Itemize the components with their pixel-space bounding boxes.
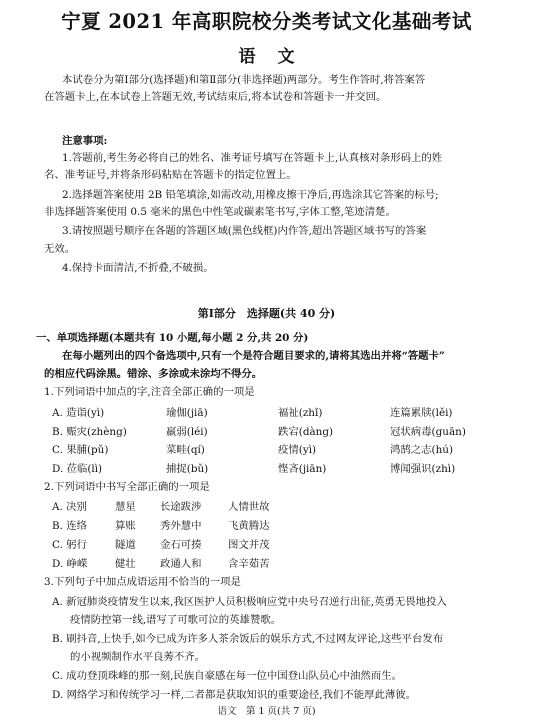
- q2-a-1: A. 决别: [52, 501, 87, 513]
- exam-title: 宁夏 2021 年高职院校分类考试文化基础考试: [61, 10, 472, 33]
- q3-stem: 3.下列句子中加点成语运用不恰当的一项是: [44, 576, 241, 588]
- q1-a-1: A. 造诣(yì): [52, 407, 105, 419]
- q1-d-3: 悭吝(jiān): [278, 463, 327, 475]
- q1-c-2: 菜畦(qí): [166, 444, 205, 456]
- notice-line: 2.选择题答案使用 2B 铅笔填涂,如需改动,用橡皮擦干净后,再选涂其它答案的标号;: [62, 189, 439, 201]
- q2-b-4: 飞黄腾达: [228, 520, 270, 532]
- part-heading: 一、单项选择题(本题共有 10 小题,每小题 2 分,共 20 分): [36, 332, 309, 344]
- q2-stem: 2.下列词语中书写全部正确的一项是: [44, 481, 210, 493]
- q2-b-3: 秀外慧中: [160, 520, 202, 532]
- notice-line: 名、准考证号,并将条形码粘贴在答题卡的指定位置上。: [44, 169, 297, 181]
- q2-d-3: 政通人和: [160, 558, 202, 570]
- q1-b-4: 冠状病毒(guān): [390, 426, 466, 438]
- q1-b-1: B. 赈灾(zhèng): [52, 426, 127, 438]
- q3-option-b: B. 刷抖音,上快手,如今已成为许多人茶余饭后的娱乐方式,不过网友评论,这些平台发布: [52, 633, 444, 645]
- q2-d-2: 健壮: [115, 558, 136, 570]
- q1-c-1: C. 果脯(pǔ): [52, 444, 109, 456]
- notice-line: 3.请按照题号顺序在各题的答题区域(黑色线框)内作答,超出答题区域书写的答案: [62, 225, 427, 237]
- q1-c-4: 鸿鹄之志(hú): [390, 444, 454, 456]
- q1-stem: 1.下列词语中加点的字,注音全部正确的一项是: [44, 386, 255, 398]
- q1-d-2: 捕捉(bǔ): [166, 463, 209, 475]
- q1-d-1: D. 莅临(lì): [52, 463, 103, 475]
- page-footer: 语文 第 1 页(共 7 页): [217, 706, 316, 717]
- intro-line-1: 本试卷分为第Ⅰ部分(选择题)和第Ⅱ部分(非选择题)两部分。考生作答时,将答案答: [62, 74, 426, 86]
- intro-line-2: 在答题卡上,在本试卷上答题无效,考试结束后,将本试卷和答题卡一并交回。: [44, 91, 387, 103]
- notice-line: 1.答题前,考生务必将自己的姓名、准考证号填写在答题卡上,认真核对条形码上的姓: [62, 152, 443, 164]
- q2-b-1: B. 连络: [52, 520, 88, 532]
- q2-c-2: 隧道: [115, 539, 136, 551]
- q2-a-2: 慧星: [115, 501, 136, 513]
- q2-a-4: 人情世故: [228, 501, 270, 513]
- q2-d-4: 含辛茹苦: [228, 558, 270, 570]
- q2-c-4: 图文并茂: [228, 539, 270, 551]
- q2-b-2: 算账: [115, 520, 136, 532]
- q3-option-c: C. 成功登顶珠峰的那一刻,民族自豪感在每一位中国登山队员心中油然而生。: [52, 670, 402, 682]
- q1-c-3: 疫情(yì): [278, 444, 317, 456]
- q1-a-3: 褔祉(zhǐ): [278, 407, 323, 419]
- q1-a-4: 连篇累牍(lěi): [390, 407, 453, 419]
- q2-d-1: D. 峥嵘: [52, 558, 88, 570]
- q1-d-4: 博闻强识(zhì): [390, 463, 456, 475]
- section-heading: 第Ⅰ部分 选择题(共 40 分): [197, 307, 336, 320]
- notice-line: 无效。: [44, 243, 76, 255]
- q2-a-3: 长途跋涉: [160, 501, 202, 513]
- q3-option-d: D. 网络学习和传统学习一样,二者都是获取知识的重要途径,我们不能厚此薄彼。: [52, 689, 417, 701]
- notice-line: 4.保持卡面清洁,不折叠,不破损。: [62, 262, 214, 274]
- q1-a-2: 瑜伽(jiā): [166, 407, 208, 419]
- instruction-line-2: 的相应代码涂黑。错涂、多涂或未涂均不得分。: [44, 368, 263, 380]
- notice-line: 非选择题答案使用 0.5 毫米的黑色中性笔或碳素笔书写,字体工整,笔迹清楚。: [44, 206, 396, 218]
- q2-c-1: C. 躬行: [52, 539, 87, 551]
- q3-option-a: A. 新冠肺炎疫情发生以来,我区医护人员积极响应党中央号召逆行出征,英勇无畏地投入: [52, 596, 447, 608]
- q1-b-2: 羸弱(léi): [166, 426, 208, 438]
- q3-option-a-cont: 疫情防控第一线,谱写了可歌可泣的英雄赞歌。: [70, 614, 282, 626]
- subject-title: 语文: [238, 47, 317, 67]
- q3-option-b-cont: 的小视频制作水平良莠不齐。: [70, 651, 206, 663]
- instruction-line-1: 在每小题列出的四个备选项中,只有一个是符合题目要求的,请将其选出并将“答题卡”: [62, 350, 445, 362]
- q1-b-3: 跌宕(dàng): [278, 426, 334, 438]
- notice-heading: 注意事项:: [62, 135, 108, 147]
- q2-c-3: 金石可揍: [160, 539, 202, 551]
